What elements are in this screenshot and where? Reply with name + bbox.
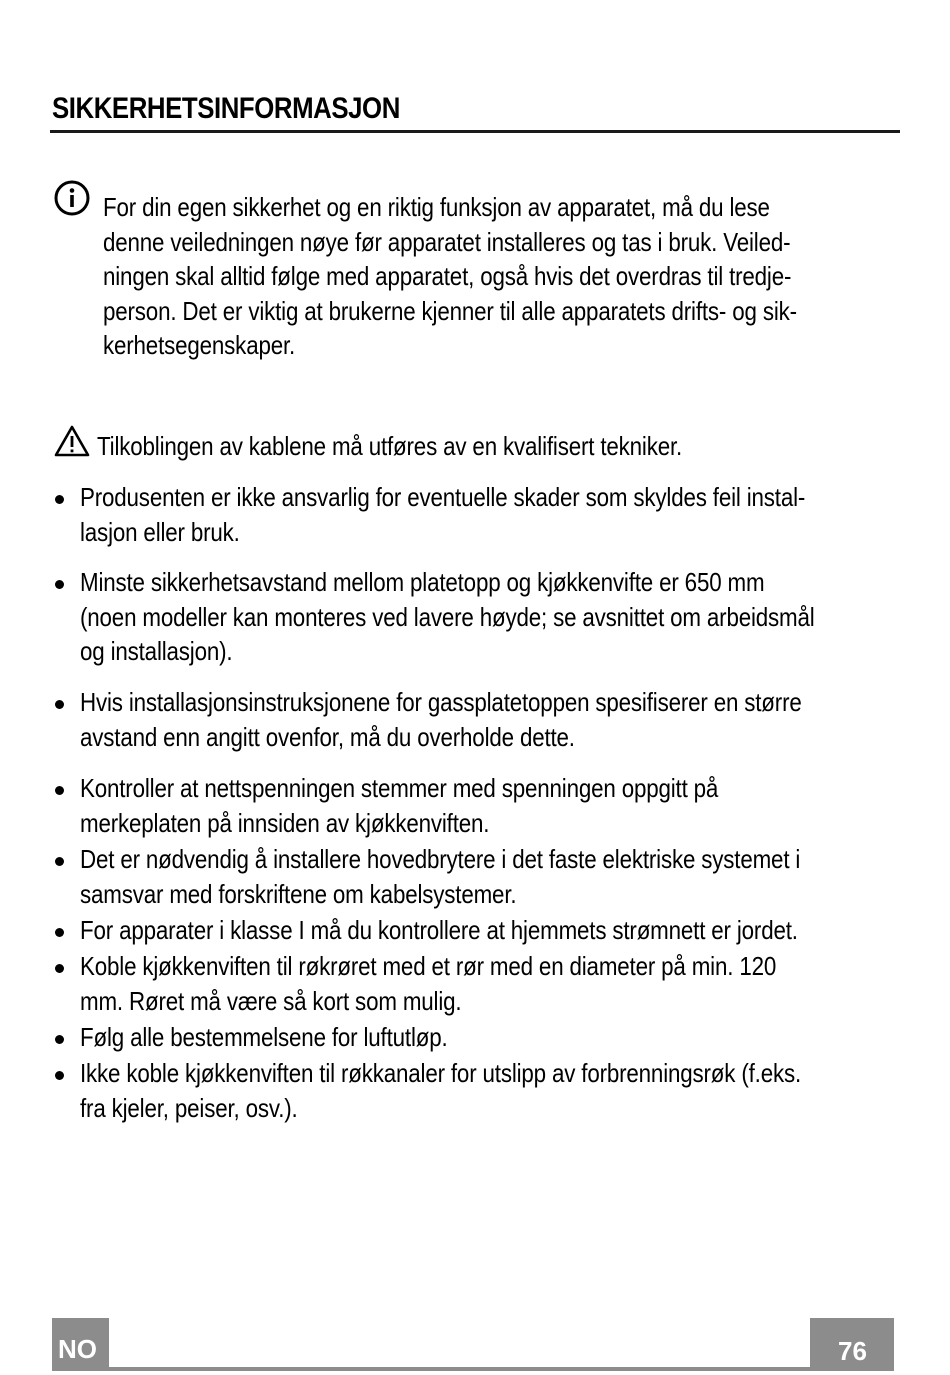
bullet-icon xyxy=(55,928,64,937)
language-tab xyxy=(52,1318,109,1371)
info-line: For din egen sikkerhet og en riktig funksjon av apparatet, må du lese xyxy=(103,192,770,222)
list-item-line: lasjon eller bruk. xyxy=(80,516,240,547)
list-item-text xyxy=(80,1020,876,1055)
list-item-text xyxy=(80,685,876,754)
list-item-text xyxy=(80,842,876,911)
list-item-text xyxy=(80,480,876,549)
bullet-icon xyxy=(55,1035,64,1044)
bullet-icon xyxy=(55,1071,64,1080)
list-item-line: For apparater i klasse I må du kontrollere at hjemmets strømnett er jordet. xyxy=(80,915,798,945)
bullet-icon xyxy=(55,580,64,589)
list-item-line: avstand enn angitt ovenfor, må du overholde dette. xyxy=(80,721,575,752)
footer-rule xyxy=(109,1367,810,1371)
page-number-tab xyxy=(810,1318,894,1371)
section-title: SIKKERHETSINFORMASJON xyxy=(52,92,400,125)
page-number: 76 xyxy=(838,1336,867,1366)
list-item-line: Hvis installasjonsinstruksjonene for gassplatetoppen spesifiserer en større xyxy=(80,687,802,717)
list-item-line: Koble kjøkkenviften til røkrøret med et rør med en diameter på min. 120 xyxy=(80,951,777,981)
list-item-text xyxy=(80,913,876,948)
bullet-icon xyxy=(55,857,64,866)
info-line: person. Det er viktig at brukerne kjenner til alle apparatets drifts- og sik- xyxy=(103,295,797,326)
list-item-line: Minste sikkerhetsavstand mellom platetopp og kjøkkenvifte er 650 mm xyxy=(80,567,765,597)
list-item-line: merkeplaten på innsiden av kjøkkenviften. xyxy=(80,807,490,838)
language-code: NO xyxy=(58,1334,97,1364)
list-item-line: og installasjon). xyxy=(80,636,233,666)
list-item-text xyxy=(80,1056,876,1125)
list-item-text xyxy=(80,949,876,1018)
list-item-line: samsvar med forskriftene om kabelsystemer. xyxy=(80,878,517,909)
warning-text: Tilkoblingen av kablene må utføres av en kvalifisert tekniker. xyxy=(97,431,683,461)
info-line: kerhetsegenskaper. xyxy=(103,330,296,360)
list-item-line: mm. Røret må være så kort som mulig. xyxy=(80,985,462,1016)
info-line: ningen skal alltid følge med apparatet, også hvis det overdras til tredje- xyxy=(103,261,792,291)
list-item-line: Det er nødvendig å installere hovedbrytere i det faste elektriske systemet i xyxy=(80,844,801,874)
list-item-line: fra kjeler, peiser, osv.). xyxy=(80,1092,298,1123)
list-item-line: Kontroller at nettspenningen stemmer med spenningen oppgitt på xyxy=(80,773,719,803)
list-item-text xyxy=(80,565,876,669)
list-item-line: Følg alle bestemmelsene for luftutløp. xyxy=(80,1022,448,1052)
bullet-icon xyxy=(55,786,64,795)
list-item-line: (noen modeller kan monteres ved lavere høyde; se avsnittet om arbeidsmål xyxy=(80,601,815,632)
info-line: denne veiledningen nøye før apparatet installeres og tas i bruk. Veiled- xyxy=(103,226,791,257)
list-item-text xyxy=(80,771,876,840)
bullet-icon xyxy=(55,495,64,504)
bullet-icon xyxy=(55,964,64,973)
list-item-line: Produsenten er ikke ansvarlig for eventuelle skader som skyldes feil instal- xyxy=(80,482,806,512)
bullet-icon xyxy=(55,700,64,709)
list-item-line: Ikke koble kjøkkenviften til røkkanaler for utslipp av forbrenningsrøk (f.eks. xyxy=(80,1058,802,1088)
